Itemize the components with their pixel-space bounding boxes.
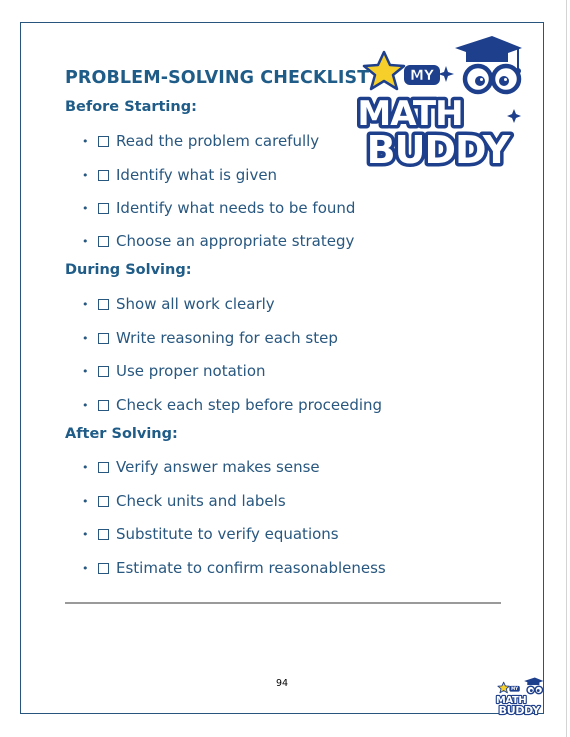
my-math-buddy-logo-small — [495, 676, 544, 716]
star-icon — [364, 52, 404, 89]
list-item: • Choose an appropriate strategy — [82, 232, 355, 250]
checkbox-icon — [98, 299, 109, 310]
list-item: • Identify what needs to be found — [82, 199, 356, 217]
logo-buddy-text: BUDDY — [498, 704, 540, 716]
logo-math-text: MATH — [357, 94, 463, 134]
logo-my-text: MY — [511, 686, 519, 692]
section-heading-after-solving: After Solving: — [65, 426, 178, 442]
checkbox-icon — [98, 236, 109, 247]
divider — [65, 602, 501, 604]
list-item: • Substitute to verify equations — [82, 525, 339, 543]
list-item: • Check units and labels — [82, 492, 286, 510]
checkbox-icon — [98, 333, 109, 344]
list-item: • Use proper notation — [82, 362, 266, 380]
owl-glasses-icon — [465, 66, 519, 92]
section-heading-during-solving: During Solving: — [65, 262, 192, 278]
sparkle-icon — [438, 66, 454, 82]
list-item: • Write reasoning for each step — [82, 329, 338, 347]
sparkle-icon — [507, 109, 521, 123]
checkbox-icon — [98, 136, 109, 147]
my-math-buddy-logo — [354, 32, 524, 168]
checkbox-icon — [98, 366, 109, 377]
checkbox-icon — [98, 563, 109, 574]
star-icon — [498, 682, 510, 693]
list-item: • Verify answer makes sense — [82, 458, 320, 476]
checkbox-icon — [98, 170, 109, 181]
list-item: • Identify what is given — [82, 166, 278, 184]
logo-math-text: MATH — [495, 695, 527, 707]
page-title: PROBLEM-SOLVING CHECKLIST — [65, 68, 370, 88]
logo-buddy-text: BUDDY — [366, 128, 510, 168]
checkbox-icon — [98, 400, 109, 411]
checkbox-icon — [98, 462, 109, 473]
checkbox-icon — [98, 203, 109, 214]
list-item: • Show all work clearly — [82, 295, 275, 313]
section-heading-before-starting: Before Starting: — [65, 99, 197, 115]
checkbox-icon — [98, 496, 109, 507]
logo-my-text: MY — [409, 68, 435, 84]
list-item: • Check each step before proceeding — [82, 396, 383, 414]
list-item: • Read the problem carefully — [82, 132, 320, 150]
owl-glasses-icon — [527, 686, 543, 693]
list-item: • Estimate to confirm reasonableness — [82, 559, 386, 577]
page-edge — [566, 0, 567, 737]
checkbox-icon — [98, 529, 109, 540]
graduation-cap-icon — [524, 678, 543, 685]
page-number: 94 — [276, 678, 289, 689]
